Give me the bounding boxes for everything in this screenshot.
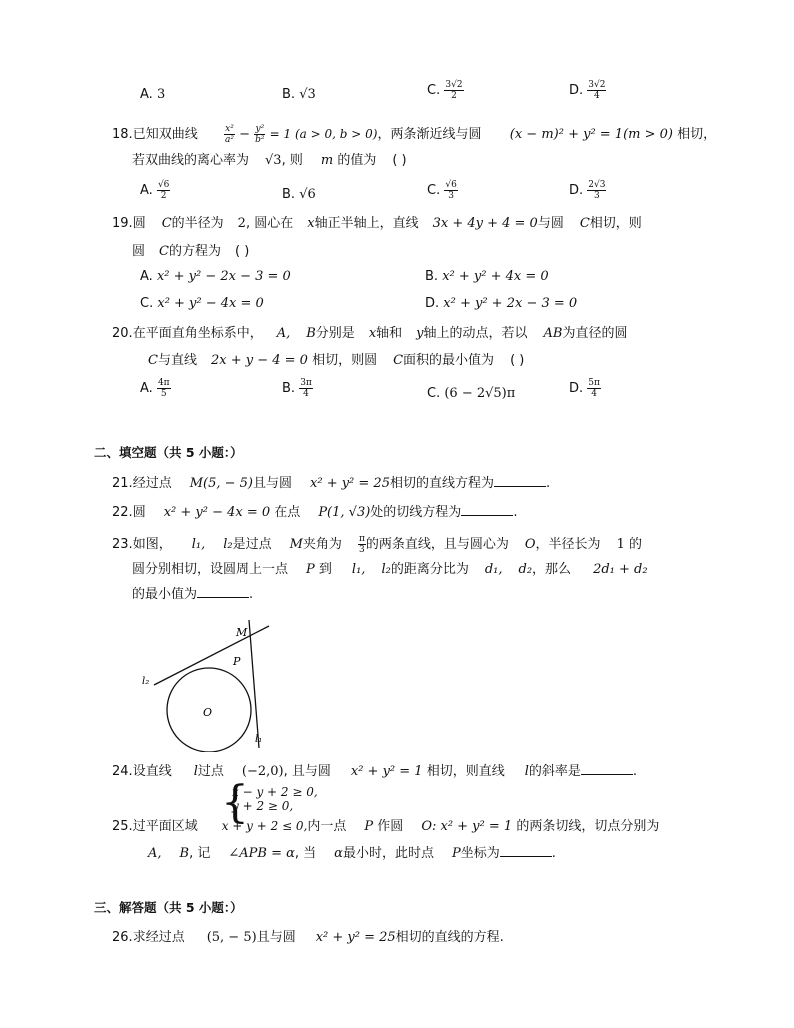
q22-answer-blank[interactable] xyxy=(461,502,513,516)
section-2-heading: 二、填空题（共 5 小题：） xyxy=(94,445,243,460)
q18-line2: 若双曲线的离心率为 √3, 则 m 的值为 ( ) xyxy=(132,153,407,168)
q20-option-c: C. (6 − 2√5)π xyxy=(427,386,516,401)
section-3-heading: 三、解答题（共 5 小题：） xyxy=(94,900,243,915)
q21-answer-blank[interactable] xyxy=(494,473,546,487)
system-brace: { xyxy=(221,777,249,828)
label-o: O xyxy=(203,706,213,719)
q18-option-c: C. $\frac{√6}{3}$ xyxy=(427,180,457,201)
q25-system: x − y + 2 ≥ 0, y + 2 ≥ 0, xyxy=(232,785,318,813)
q25-answer-blank[interactable] xyxy=(500,843,552,857)
q19-option-c: C. x² + y² − 4x = 0 xyxy=(140,296,264,311)
q19-option-b: B. x² + y² + 4x = 0 xyxy=(425,269,549,284)
q19-option-a: A. x² + y² − 2x − 3 = 0 xyxy=(140,269,291,284)
q18-option-d: D. $\frac{2√3}{3}$ xyxy=(569,180,606,201)
q17-option-a: A. 3 xyxy=(140,87,166,102)
q17-option-d: D. $\frac{3√2}{4}$ xyxy=(569,80,606,101)
q20-line2: C与直线 2x + y − 4 = 0 相切，则圆 C面积的最小值为 ( ) xyxy=(148,353,525,368)
q23-line3: 的最小值为 . xyxy=(132,584,253,604)
q20-line1: 20.在平面直角坐标系中， A, B分别是 x轴和 y轴上的动点，若以 AB为直径的圆 xyxy=(112,326,628,341)
q20-option-d: D. $\frac{5\pi}{4}$ xyxy=(569,378,600,399)
q25-line2: A, B, 记 ∠APB = α, 当 α最小时，此时点 P坐标为 . xyxy=(148,843,556,863)
q26: 26.求经过点 (5, − 5)且与圆 x² + y² = 25相切的直线的方程. xyxy=(112,930,504,945)
label-l1: l₁ xyxy=(255,734,263,745)
q24-answer-blank[interactable] xyxy=(581,761,633,775)
q19-line1: 19.圆 C的半径为 2, 圆心在 x轴正半轴上，直线 3x + 4y + 4 = 0与圆 C相切，则 xyxy=(112,216,642,231)
q18-option-a: A. $\frac{√6}{2}$ xyxy=(140,180,170,201)
q19-option-d: D. x² + y² + 2x − 3 = 0 xyxy=(425,296,578,311)
q24: 24.设直线 l过点 (−2,0), 且与圆 x² + y² = 1 相切，则直线 l的斜率是 . xyxy=(112,761,637,781)
q18-option-b: B. √6 xyxy=(282,187,316,202)
q19-line2: 圆 C的方程为 ( ) xyxy=(132,244,250,259)
label-m: M xyxy=(236,626,248,639)
q23-line1: 23.如图， l₁, l₂是过点 M夹角为 $\frac{\pi}{3}$ 的两条直线，且与圆心为 O，半径长为 1 的 xyxy=(112,534,642,555)
q25-line1: 25.过平面区域 x + y + 2 ≤ 0,内一点 P 作圆 O: x² + y² = 1 的两条切线，切点分别为 xyxy=(112,819,660,834)
q17-option-c: C. $\frac{3√2}{2}$ xyxy=(427,80,463,101)
q21: 21.经过点 M(5, − 5)且与圆 x² + y² = 25相切的直线方程为 . xyxy=(112,473,550,493)
q23-line2: 圆分别相切，设圆周上一点 P 到 l₁, l₂的距离分比为 d₁, d₂，那么 2d₁ + d₂ xyxy=(132,562,648,577)
label-p: P xyxy=(233,655,241,668)
q20-option-a: A. $\frac{4\pi}{5}$ xyxy=(140,378,170,399)
line-l1 xyxy=(249,620,259,748)
tangent-circle-figure xyxy=(138,612,278,752)
q20-option-b: B. $\frac{3\pi}{4}$ xyxy=(282,378,312,399)
q22: 22.圆 x² + y² − 4x = 0 在点 P(1, √3)处的切线方程为 . xyxy=(112,502,517,522)
label-l2: l₂ xyxy=(142,676,150,687)
q23-answer-blank[interactable] xyxy=(197,584,249,598)
q18-line1: 18.已知双曲线 $\frac{\text{x²}}{\text{a²}}$ − $\frac{\text{y²}}{\text{b²}}$ = 1 (a > 0, b > 0)，两条渐近线与圆 (x − m)² + y² = 1(m > 0) 相切， xyxy=(112,124,717,145)
q17-option-b: B. √3 xyxy=(282,87,316,102)
